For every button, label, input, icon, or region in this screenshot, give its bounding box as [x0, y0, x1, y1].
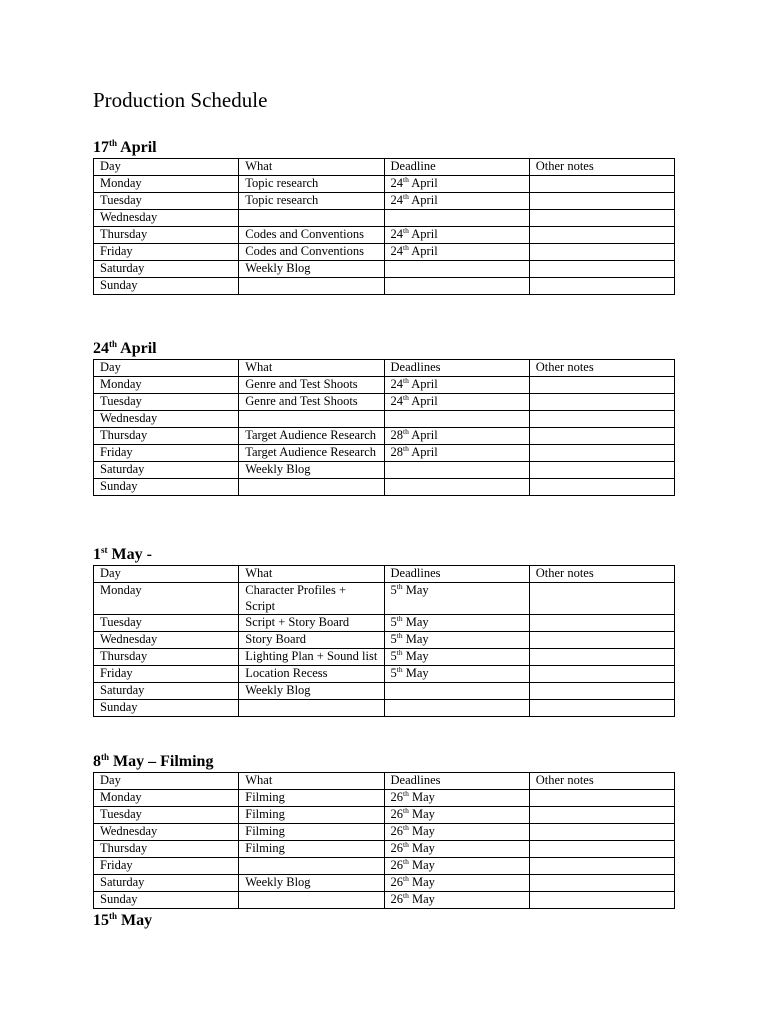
deadline-month: May	[402, 666, 429, 680]
deadline-day: 24	[390, 244, 403, 258]
deadline-suffix: th	[403, 857, 409, 866]
notes-cell	[529, 176, 674, 193]
day-cell: Tuesday	[94, 615, 239, 632]
table-header-row	[94, 566, 675, 583]
day-cell: Tuesday	[94, 807, 239, 824]
deadline-day: 26	[390, 858, 403, 872]
deadline-day: 24	[390, 193, 403, 207]
deadline-suffix: th	[396, 648, 403, 657]
deadline-suffix: th	[403, 393, 409, 402]
deadline-month: May	[402, 649, 429, 663]
notes-cell	[529, 193, 674, 210]
notes-cell	[529, 445, 674, 462]
deadline-cell	[384, 632, 529, 649]
deadline-cell	[384, 462, 529, 479]
column-header: Other notes	[529, 566, 674, 583]
task-cell: Story Board	[239, 632, 384, 649]
column-header: What	[239, 773, 384, 790]
column-header: Other notes	[529, 773, 674, 790]
deadline-day: 5	[390, 649, 397, 663]
deadline-cell	[384, 666, 529, 683]
column-header: Day	[94, 159, 239, 176]
deadline-cell	[384, 892, 529, 909]
deadline-suffix: th	[403, 243, 409, 252]
section-heading: 15th May	[93, 911, 153, 929]
table-header-row	[94, 360, 675, 377]
day-cell: Friday	[94, 244, 239, 261]
deadline-cell	[384, 261, 529, 278]
task-cell: Script + Story Board	[239, 615, 384, 632]
task-cell	[239, 411, 384, 428]
day-cell: Friday	[94, 445, 239, 462]
deadline-day: 26	[390, 824, 403, 838]
deadline-day: 28	[390, 428, 403, 442]
deadline-day: 24	[390, 227, 403, 241]
column-header: What	[239, 360, 384, 377]
day-cell: Saturday	[94, 683, 239, 700]
table-row	[94, 858, 675, 875]
day-cell: Wednesday	[94, 210, 239, 227]
schedule-table	[93, 772, 675, 909]
column-header: Deadline	[384, 159, 529, 176]
day-cell: Tuesday	[94, 394, 239, 411]
task-cell: Lighting Plan + Sound list	[239, 649, 384, 666]
task-cell: Codes and Conventions	[239, 227, 384, 244]
deadline-cell	[384, 790, 529, 807]
table-header-row	[94, 773, 675, 790]
table-header-row	[94, 159, 675, 176]
deadline-day: 26	[390, 807, 403, 821]
column-header: What	[239, 159, 384, 176]
deadline-suffix: th	[403, 840, 409, 849]
day-cell: Thursday	[94, 227, 239, 244]
column-header: Day	[94, 773, 239, 790]
deadline-month: May	[408, 807, 435, 821]
deadline-suffix: th	[403, 806, 409, 815]
deadline-suffix: th	[403, 192, 409, 201]
task-cell: Genre and Test Shoots	[239, 377, 384, 394]
task-cell: Filming	[239, 824, 384, 841]
deadline-cell	[384, 377, 529, 394]
notes-cell	[529, 841, 674, 858]
notes-cell	[529, 227, 674, 244]
deadline-day: 26	[390, 790, 403, 804]
notes-cell	[529, 666, 674, 683]
day-cell: Saturday	[94, 462, 239, 479]
table-row	[94, 210, 675, 227]
task-cell: Weekly Blog	[239, 875, 384, 892]
column-header: Deadlines	[384, 773, 529, 790]
deadline-month: April	[408, 176, 438, 190]
deadline-month: April	[408, 394, 438, 408]
deadline-suffix: th	[403, 376, 409, 385]
task-cell	[239, 892, 384, 909]
deadline-cell	[384, 807, 529, 824]
task-cell: Character Profiles + Script	[239, 583, 384, 615]
deadline-cell	[384, 875, 529, 892]
day-cell: Sunday	[94, 278, 239, 295]
task-cell: Target Audience Research	[239, 428, 384, 445]
deadline-month: May	[402, 632, 429, 646]
table-row	[94, 394, 675, 411]
task-cell: Filming	[239, 841, 384, 858]
deadline-day: 28	[390, 445, 403, 459]
day-cell: Thursday	[94, 428, 239, 445]
notes-cell	[529, 632, 674, 649]
column-header: Other notes	[529, 159, 674, 176]
task-cell: Weekly Blog	[239, 462, 384, 479]
deadline-cell	[384, 394, 529, 411]
task-cell	[239, 858, 384, 875]
task-cell: Location Recess	[239, 666, 384, 683]
deadline-cell	[384, 227, 529, 244]
day-cell: Friday	[94, 666, 239, 683]
deadline-cell	[384, 210, 529, 227]
week-section-15-may	[93, 911, 676, 931]
deadline-cell	[384, 278, 529, 295]
deadline-day: 5	[390, 583, 397, 597]
week-section-8-may	[93, 752, 676, 909]
deadline-month: April	[408, 244, 438, 258]
day-cell: Sunday	[94, 479, 239, 496]
deadline-cell	[384, 649, 529, 666]
section-heading: 1st May -	[93, 545, 152, 563]
notes-cell	[529, 244, 674, 261]
deadline-cell	[384, 411, 529, 428]
table-row	[94, 666, 675, 683]
deadline-month: April	[408, 377, 438, 391]
task-cell: Weekly Blog	[239, 683, 384, 700]
table-row	[94, 278, 675, 295]
deadline-month: April	[408, 428, 438, 442]
day-cell: Friday	[94, 858, 239, 875]
deadline-day: 24	[390, 394, 403, 408]
notes-cell	[529, 700, 674, 717]
table-row	[94, 462, 675, 479]
table-row	[94, 176, 675, 193]
task-cell	[239, 479, 384, 496]
day-cell: Wednesday	[94, 632, 239, 649]
deadline-suffix: th	[396, 631, 403, 640]
section-heading: 8th May – Filming	[93, 752, 214, 770]
deadline-cell	[384, 683, 529, 700]
table-row	[94, 445, 675, 462]
deadline-month: May	[408, 875, 435, 889]
task-cell	[239, 210, 384, 227]
table-row	[94, 193, 675, 210]
notes-cell	[529, 479, 674, 496]
table-row	[94, 824, 675, 841]
day-cell: Saturday	[94, 261, 239, 278]
deadline-suffix: th	[396, 614, 403, 623]
day-cell: Wednesday	[94, 411, 239, 428]
notes-cell	[529, 411, 674, 428]
notes-cell	[529, 278, 674, 295]
deadline-cell	[384, 858, 529, 875]
day-cell: Wednesday	[94, 824, 239, 841]
day-cell: Monday	[94, 790, 239, 807]
table-row	[94, 615, 675, 632]
day-cell: Monday	[94, 583, 239, 615]
deadline-suffix: th	[403, 226, 409, 235]
deadline-cell	[384, 615, 529, 632]
notes-cell	[529, 261, 674, 278]
deadline-month: May	[408, 824, 435, 838]
deadline-month: May	[408, 841, 435, 855]
task-cell: Topic research	[239, 193, 384, 210]
deadline-suffix: th	[396, 582, 403, 591]
section-heading: 24th April	[93, 339, 157, 357]
notes-cell	[529, 377, 674, 394]
day-cell: Monday	[94, 377, 239, 394]
table-row	[94, 683, 675, 700]
deadline-day: 24	[390, 377, 403, 391]
deadline-day: 26	[390, 841, 403, 855]
page-title: Production Schedule	[93, 88, 268, 112]
column-header: Day	[94, 360, 239, 377]
deadline-cell	[384, 479, 529, 496]
deadline-month: April	[408, 193, 438, 207]
deadline-suffix: th	[403, 175, 409, 184]
notes-cell	[529, 428, 674, 445]
table-row	[94, 479, 675, 496]
deadline-month: May	[408, 790, 435, 804]
deadline-day: 5	[390, 615, 397, 629]
table-row	[94, 892, 675, 909]
deadline-suffix: th	[403, 823, 409, 832]
notes-cell	[529, 683, 674, 700]
table-row	[94, 649, 675, 666]
notes-cell	[529, 875, 674, 892]
table-row	[94, 700, 675, 717]
day-cell: Monday	[94, 176, 239, 193]
deadline-cell	[384, 824, 529, 841]
table-row	[94, 411, 675, 428]
deadline-suffix: th	[403, 427, 409, 436]
schedule-table	[93, 565, 675, 717]
task-cell: Topic research	[239, 176, 384, 193]
table-row	[94, 244, 675, 261]
table-row	[94, 875, 675, 892]
column-header: Deadlines	[384, 360, 529, 377]
table-row	[94, 227, 675, 244]
deadline-cell	[384, 841, 529, 858]
task-cell: Weekly Blog	[239, 261, 384, 278]
week-section-24-april	[93, 339, 676, 496]
task-cell	[239, 278, 384, 295]
day-cell: Sunday	[94, 892, 239, 909]
week-section-17-april	[93, 138, 676, 295]
deadline-cell	[384, 244, 529, 261]
notes-cell	[529, 790, 674, 807]
deadline-day: 5	[390, 666, 397, 680]
deadline-day: 5	[390, 632, 397, 646]
notes-cell	[529, 807, 674, 824]
deadline-day: 26	[390, 892, 403, 906]
table-row	[94, 428, 675, 445]
day-cell: Thursday	[94, 841, 239, 858]
deadline-suffix: th	[403, 789, 409, 798]
table-row	[94, 261, 675, 278]
deadline-cell	[384, 428, 529, 445]
schedule-table	[93, 359, 675, 496]
deadline-cell	[384, 193, 529, 210]
table-row	[94, 377, 675, 394]
deadline-month: May	[408, 892, 435, 906]
deadline-day: 24	[390, 176, 403, 190]
deadline-cell	[384, 700, 529, 717]
deadline-suffix: th	[403, 874, 409, 883]
column-header: Deadlines	[384, 566, 529, 583]
column-header: Day	[94, 566, 239, 583]
deadline-month: May	[402, 583, 429, 597]
column-header: What	[239, 566, 384, 583]
deadline-month: May	[408, 858, 435, 872]
table-row	[94, 841, 675, 858]
table-row	[94, 807, 675, 824]
section-heading: 17th April	[93, 138, 157, 156]
day-cell: Thursday	[94, 649, 239, 666]
deadline-month: April	[408, 445, 438, 459]
deadline-suffix: th	[403, 891, 409, 900]
notes-cell	[529, 394, 674, 411]
task-cell: Codes and Conventions	[239, 244, 384, 261]
task-cell: Genre and Test Shoots	[239, 394, 384, 411]
notes-cell	[529, 583, 674, 615]
task-cell	[239, 700, 384, 717]
day-cell: Tuesday	[94, 193, 239, 210]
deadline-cell	[384, 445, 529, 462]
notes-cell	[529, 210, 674, 227]
notes-cell	[529, 649, 674, 666]
notes-cell	[529, 462, 674, 479]
table-row	[94, 790, 675, 807]
deadline-month: May	[402, 615, 429, 629]
deadline-cell	[384, 583, 529, 615]
deadline-cell	[384, 176, 529, 193]
schedule-table	[93, 158, 675, 295]
column-header: Other notes	[529, 360, 674, 377]
task-cell: Filming	[239, 790, 384, 807]
deadline-day: 26	[390, 875, 403, 889]
deadline-suffix: th	[403, 444, 409, 453]
week-section-1-may	[93, 545, 676, 717]
task-cell: Target Audience Research	[239, 445, 384, 462]
notes-cell	[529, 615, 674, 632]
table-row	[94, 632, 675, 649]
deadline-month: April	[408, 227, 438, 241]
day-cell: Sunday	[94, 700, 239, 717]
notes-cell	[529, 858, 674, 875]
table-row	[94, 583, 675, 615]
notes-cell	[529, 892, 674, 909]
deadline-suffix: th	[396, 665, 403, 674]
notes-cell	[529, 824, 674, 841]
day-cell: Saturday	[94, 875, 239, 892]
task-cell: Filming	[239, 807, 384, 824]
